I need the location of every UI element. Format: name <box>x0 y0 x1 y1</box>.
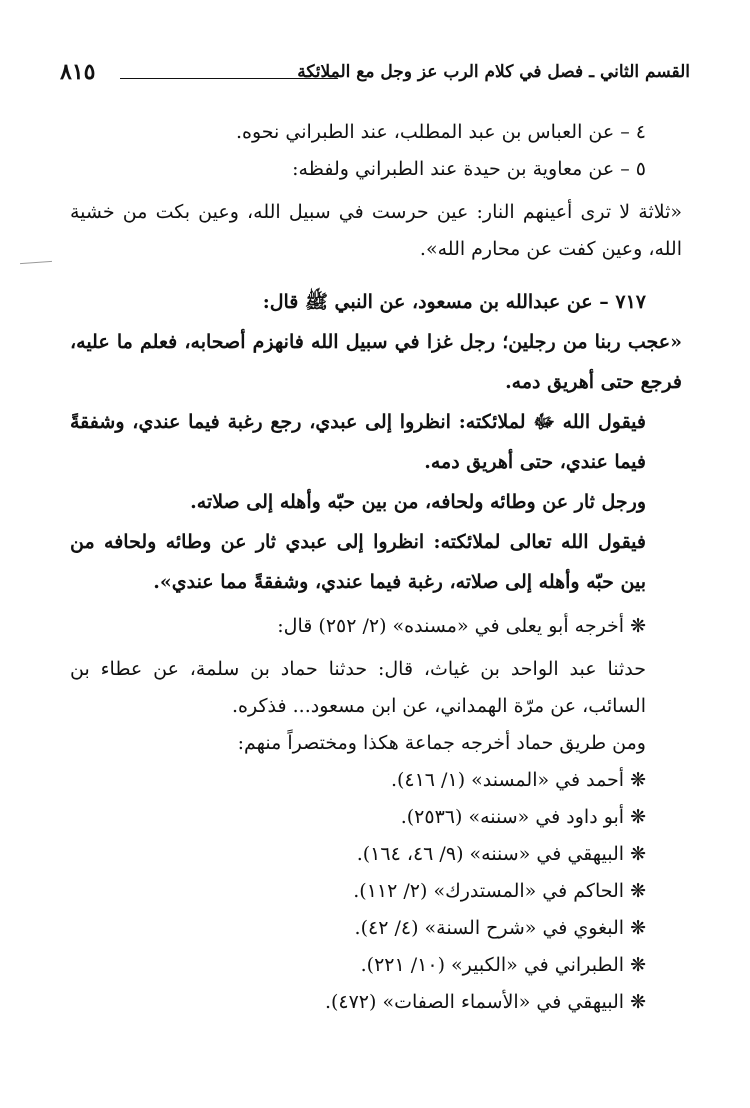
reference-item <box>70 836 682 873</box>
reference-text: البيهقي في «سننه» (٩/ ٤٦، ١٦٤). <box>356 843 625 865</box>
reference-item <box>70 873 682 910</box>
reference-item <box>70 910 682 947</box>
reference-item <box>70 984 682 1021</box>
page-body <box>70 114 682 1021</box>
star-bullet-icon: ❋ <box>630 991 646 1013</box>
star-bullet-icon: ❋ <box>630 806 646 828</box>
reference-text: الحاكم في «المستدرك» (٢/ ١١٢). <box>353 880 625 902</box>
paragraph-hadith-717-part3: ورجل ثار عن وطائه ولحافه، من بين حبّه وأهله إلى صلاته. <box>190 491 646 513</box>
running-header <box>58 52 690 92</box>
paragraph-hadith-three: «ثلاثة لا ترى أعينهم النار: عين حرست في سبيل الله، وعين بكت من خشية الله، وعين كفت عن محارم الله». <box>70 201 682 260</box>
paragraph-isnad: حدثنا عبد الواحد بن غياث، قال: حدثنا حماد بن سلمة، عن عطاء بن السائب، عن مرّة الهمداني، عن ابن مسعود... فذكره. <box>70 658 646 717</box>
reference-text: البيهقي في «الأسماء الصفات» (٤٧٢). <box>324 991 625 1013</box>
takhrij-text: أخرجه أبو يعلى في «مسنده» (٢/ ٢٥٢) قال: <box>277 615 625 637</box>
paragraph-hadith-717-part4: فيقول الله تعالى لملائكته: انظروا إلى عبدي ثار عن وطائه ولحافه من بين حبّه وأهله إلى صلاته، رغبة فيما عندي، وشفقةً مما عندي». <box>70 531 646 593</box>
paragraph-hadith-717-text: «عجب ربنا من رجلين؛ رجل غزا في سبيل الله فانهزم أصحابه، فعلم ما عليه، فرجع حتى أهريق دمه. <box>70 331 682 393</box>
reference-text: أحمد في «المسند» (١/ ٤١٦). <box>390 769 625 791</box>
star-bullet-icon: ❋ <box>630 954 646 976</box>
star-bullet-icon: ❋ <box>630 880 646 902</box>
reference-text: الطبراني في «الكبير» (١٠/ ٢٢١). <box>360 954 625 976</box>
star-bullet-icon: ❋ <box>630 615 646 637</box>
paragraph-narration-4: ٤ – عن العباس بن عبد المطلب، عند الطبراني نحوه. <box>235 121 646 143</box>
header-title: القسم الثاني ـ فصل في كلام الرب عز وجل مع الملائكة <box>297 62 690 82</box>
reference-item <box>70 947 682 984</box>
reference-text: البغوي في «شرح السنة» (٤/ ٤٢). <box>354 917 625 939</box>
paragraph-hadith-717-part2: فيقول الله ﷻ لملائكته: انظروا إلى عبدي، رجع رغبة فيما عندي، وشفقةً فيما عندي، حتى أهريق دمه. <box>70 411 646 473</box>
page-number: ٨١٥ <box>60 59 96 85</box>
paragraph-hadith-717-chain: ٧١٧ – عن عبدالله بن مسعود، عن النبي ﷺ قال: <box>262 291 646 313</box>
star-bullet-icon: ❋ <box>630 917 646 939</box>
header-rule <box>120 78 338 79</box>
star-bullet-icon: ❋ <box>630 769 646 791</box>
reference-item <box>70 799 682 836</box>
paragraph-takhrij-abu-yala <box>70 608 682 645</box>
reference-list <box>70 762 682 1021</box>
star-bullet-icon: ❋ <box>630 843 646 865</box>
paragraph-other-routes: ومن طريق حماد أخرجه جماعة هكذا ومختصراً منهم: <box>237 732 646 754</box>
reference-item <box>70 762 682 799</box>
reference-text: أبو داود في «سننه» (٢٥٣٦). <box>400 806 625 828</box>
paragraph-narration-5: ٥ – عن معاوية بن حيدة عند الطبراني ولفظه: <box>292 158 646 180</box>
margin-mark <box>20 261 52 264</box>
